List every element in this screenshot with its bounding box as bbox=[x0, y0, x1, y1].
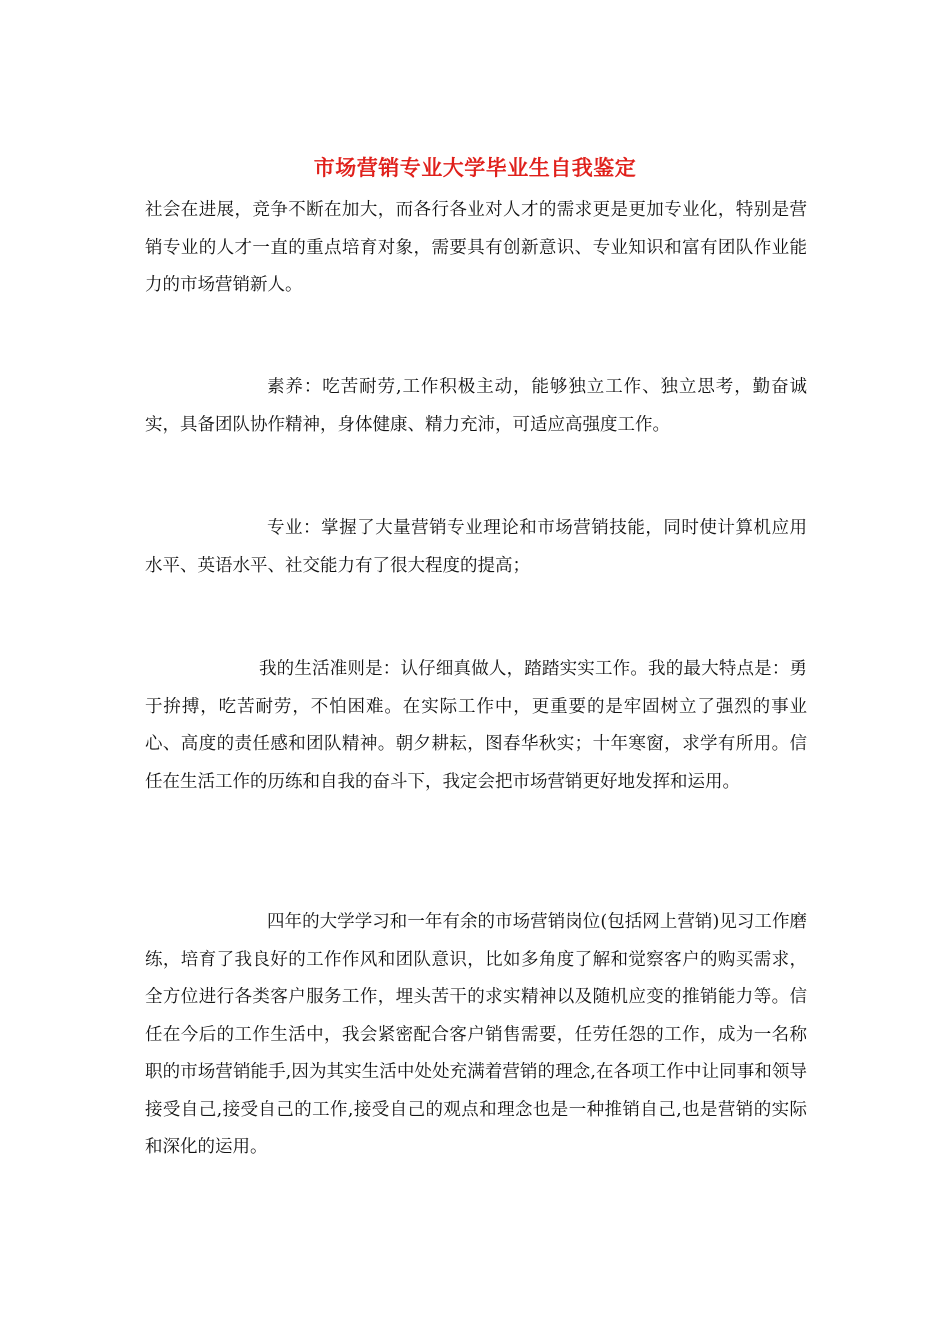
paragraph-experience: 四年的大学学习和一年有余的市场营销岗位(包括网上营销)见习工作磨练，培育了我良好的工作作风和团队意识，比如多角度了解和觉察客户的购买需求，全方位进行各类客户服务工作，埋头苦干的求实精神以及随机应变的推销能力等。信任在今后的工作生活中，我会紧密配合客户销售需要，任劳任怨的工作，成为一名称职的市场营销能手,因为其实生活中处处充满着营销的理念,在各项工作中让同事和领导接受自己,接受自己的工作,接受自己的观点和理念也是一种推销自己,也是营销的实际和深化的运用。 bbox=[145, 912, 807, 1157]
paragraph-life-principles: 我的生活准则是：认仔细真做人，踏踏实实工作。我的最大特点是：勇于拚搏，吃苦耐劳，不怕困难。在实际工作中，更重要的是牢固树立了强烈的事业心、高度的责任感和团队精神。朝夕耕耘，图春华秋实；十年寒窗，求学有所用。信任在生活工作的历练和自我的奋斗下，我定会把市场营销更好地发挥和运用。 bbox=[145, 659, 807, 792]
paragraph-intro: 社会在进展，竞争不断在加大，而各行各业对人才的需求更是更加专业化，特别是营销专业的人才一直的重点培育对象，需要具有创新意识、专业知识和富有团队作业能力的市场营销新人。 bbox=[145, 200, 807, 295]
document-title: 市场营销专业大学毕业生自我鉴定 bbox=[313, 155, 637, 180]
paragraph-professional: 专业：掌握了大量营销专业理论和市场营销技能，同时使计算机应用水平、英语水平、社交能力有了很大程度的提高； bbox=[145, 518, 807, 576]
paragraph-qualities: 素养：吃苦耐劳,工作积极主动，能够独立工作、独立思考，勤奋诚实，具备团队协作精神，身体健康、精力充沛，可适应高强度工作。 bbox=[145, 377, 807, 435]
